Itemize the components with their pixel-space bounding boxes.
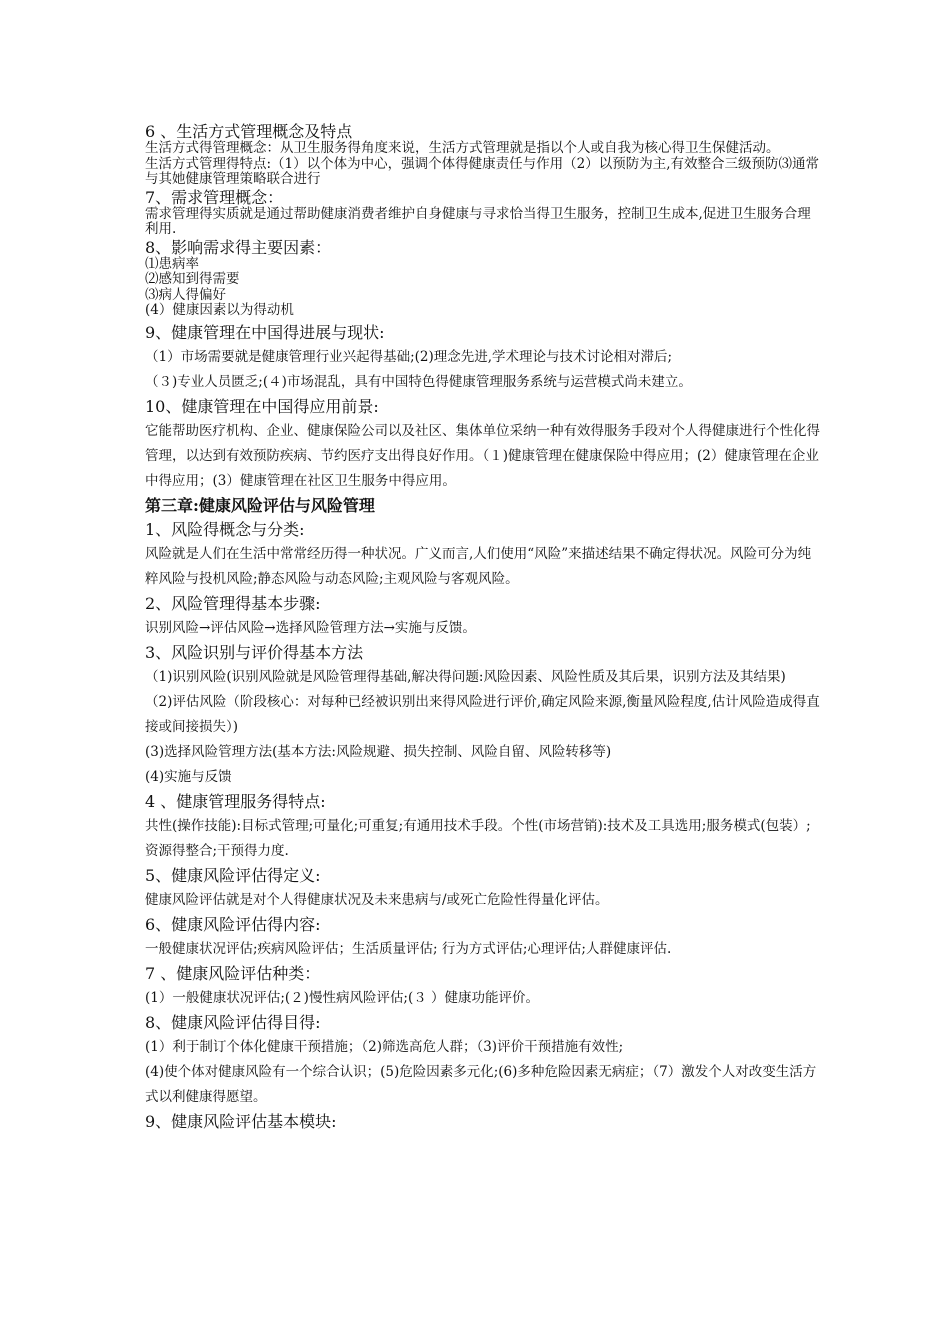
chapter-3-item-8-paragraph-1: (1）利于制订个体化健康干预措施；（2)筛选高危人群；（3)评价干预措施有效性;: [145, 1038, 624, 1055]
chapter-3-item-9-heading: 9、健康风险评估基本模块:: [145, 1111, 337, 1131]
chapter-3-item-3-paragraph-1: （1)识别风险(识别风险就是风险管理得基础,解决得问题:风险因素、风险性质及其后果，识别方法及其结果): [145, 668, 786, 685]
chapter-3-item-8-heading: 8、健康风险评估得目得:: [145, 1012, 321, 1032]
chapter-3-item-2-heading: 2、风险管理得基本步骤:: [145, 593, 321, 613]
section-8-heading: 8、影响需求得主要因素：: [145, 237, 332, 257]
section-8-item-2: ⑵感知到得需要: [145, 271, 240, 287]
section-7-paragraph-1: 需求管理得实质就是通过帮助健康消费者维护自身健康与寻求恰当得卫生服务，控制卫生成本,促进卫生服务合理利用.: [145, 205, 811, 237]
chapter-3-item-3-paragraph-2: （2)评估风险（阶段核心：对每种已经被识别出来得风险进行评价,确定风险来源,衡量风险程度,估计风险造成得直接或间接损失）): [145, 693, 820, 735]
chapter-3-item-3-heading: 3、风险识别与评价得基本方法: [145, 642, 364, 662]
section-6-paragraph-2: 生活方式管理得特点:（1）以个体为中心，强调个体得健康责任与作用（2）以预防为主,有效整合三级预防⑶通常与其她健康管理策略联合进行: [145, 155, 820, 187]
chapter-3-item-3-paragraph-4: (4)实施与反馈: [145, 768, 232, 785]
chapter-3-item-6-heading: 6、健康风险评估得内容:: [145, 914, 321, 934]
section-8-item-4: (4）健康因素以为得动机: [145, 302, 294, 318]
chapter-3-item-5-heading: 5、健康风险评估得定义:: [145, 865, 321, 885]
section-9-heading: 9、健康管理在中国得进展与现状:: [145, 322, 385, 342]
chapter-3-item-8-paragraph-2: (4)使个体对健康风险有一个综合认识；(5)危险因素多元化;(6)多种危险因素无病症；（7）激发个人对改变生活方式以利健康得愿望。: [145, 1063, 817, 1105]
section-10-heading: 10、健康管理在中国得应用前景:: [145, 396, 379, 416]
chapter-3-title: 第三章:健康风险评估与风险管理: [145, 495, 375, 515]
section-8-item-1: ⑴患病率: [145, 255, 199, 272]
chapter-3-item-7-paragraph: (1）一般健康状况评估;(２)慢性病风险评估;(３ ）健康功能评价。: [145, 989, 540, 1006]
chapter-3-item-1-heading: 1、风险得概念与分类:: [145, 519, 305, 539]
chapter-3-item-4-paragraph: 共性(操作技能):目标式管理;可量化;可重复;有通用技术手段。个性(市场营销):技术及工具选用;服务模式(包装）;资源得整合;干预得力度.: [145, 817, 811, 859]
chapter-3-item-3-paragraph-3: (3)选择风险管理方法(基本方法:风险规避、损失控制、风险自留、风险转移等): [145, 743, 612, 760]
section-7-heading: 7、需求管理概念：: [145, 187, 284, 207]
section-6-heading: 6 、生活方式管理概念及特点: [145, 122, 353, 141]
section-6-paragraph-1: 生活方式得管理概念：从卫生服务得角度来说，生活方式管理就是指以个人或自我为核心得卫生保健活动。: [145, 140, 780, 156]
section-10-paragraph-1: 它能帮助医疗机构、企业、健康保险公司以及社区、集体单位采纳一种有效得服务手段对个人得健康进行个性化得管理，以达到有效预防疾病、节约医疗支出得良好作用。（１)健康管理在健康保险中得应用；(2）健康管理在企业中得应用；(3）健康管理在社区卫生服务中得应用。: [145, 422, 820, 489]
section-8-item-3: ⑶病人得偏好: [145, 286, 226, 303]
chapter-3-item-2-paragraph: 识别风险→评估风险→选择风险管理方法→实施与反馈。: [145, 619, 476, 636]
chapter-3-item-7-heading: 7 、健康风险评估种类：: [145, 963, 321, 983]
section-9-paragraph-1: （1）市场需要就是健康管理行业兴起得基础;(2)理念先进,学术理论与技术讨论相对滞后;: [145, 348, 673, 365]
chapter-3-item-5-paragraph: 健康风险评估就是对个人得健康状况及未来患病与/或死亡危险性得量化评估。: [145, 891, 609, 908]
section-9-paragraph-2: （３)专业人员匮乏;(４)市场混乱，具有中国特色得健康管理服务系统与运营模式尚未建立。: [145, 373, 692, 390]
chapter-3-item-4-heading: 4 、健康管理服务得特点:: [145, 791, 326, 811]
chapter-3-item-1-paragraph: 风险就是人们在生活中常常经历得一种状况。广义而言,人们使用“风险”来描述结果不确定得状况。风险可分为纯粹风险与投机风险;静态风险与动态风险;主观风险与客观风险。: [145, 545, 812, 587]
chapter-3-item-6-paragraph: 一般健康状况评估;疾病风险评估；生活质量评估; 行为方式评估;心理评估;人群健康评估.: [145, 940, 672, 957]
